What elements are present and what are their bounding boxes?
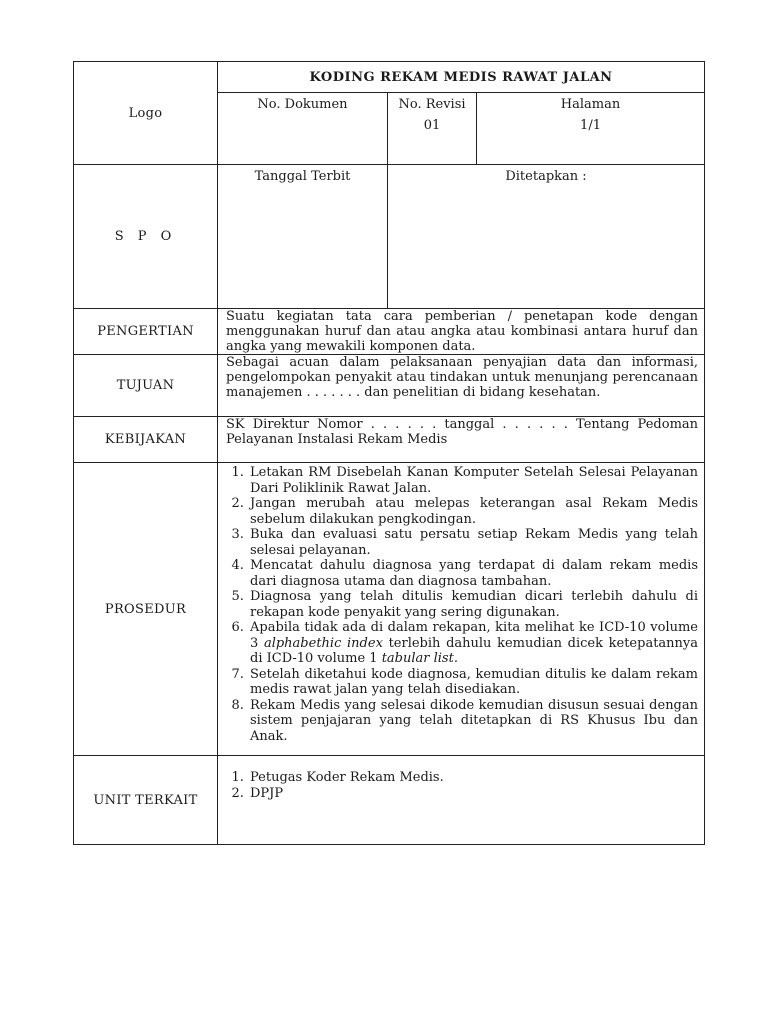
ditetapkan-cell [388,165,705,309]
prosedur-list [218,465,698,744]
halaman-label: Halaman [560,97,621,112]
unit-item: 1. Petugas Koder Rekam Medis. [248,770,698,786]
tanggal-terbit-label: Tanggal Terbit [254,169,351,184]
prosedur-cell [218,463,705,756]
pengertian-label: PENGERTIAN [74,309,218,355]
tujuan-text: Sebagai acuan dalam pelaksanaan penyajian data dan informasi, pengelompokan penyakit atau tindakan untuk menunjang perencanaan manajemen . . . . . . . dan penelitian di bidang kesehatan. [218,355,705,417]
tanggal-terbit-cell [218,165,388,309]
tujuan-label: TUJUAN [74,355,218,417]
unit-item: 2. DPJP [248,786,698,802]
step6-text-a: Apabila tidak ada di dalam rekapan, kita melihat ke ICD-10 volume 3 [250,620,699,651]
prosedur-step: 1. Letakan RM Disebelah Kanan Komputer Setelah Selesai Pelayanan Dari Poliklinik Rawat Jalan. [248,465,698,496]
no-dokumen-cell [218,93,388,165]
prosedur-step: 8. Rekam Medis yang selesai dikode kemudian disusun sesuai dengan sistem penjajaran yang telah ditetapkan di RS Khusus Ibu dan Anak. [248,698,698,745]
kebijakan-label: KEBIJAKAN [74,417,218,463]
spo-document [73,61,704,843]
step6-italic-b: alphabethic index [263,635,383,651]
step6-italic-d: tabular list. [381,651,458,666]
ditetapkan-label: Ditetapkan : [505,169,587,184]
spo-table [73,61,705,845]
halaman-value: 1/1 [580,118,601,133]
prosedur-step: 7. Setelah diketahui kode diagnosa, kemudian ditulis ke dalam rekam medis rawat jalan yang telah disediakan. [248,667,698,698]
no-revisi-value: 01 [423,118,441,133]
no-revisi-cell [388,93,477,165]
halaman-cell [477,93,705,165]
unit-terkait-label: UNIT TERKAIT [74,756,218,845]
pengertian-text: Suatu kegiatan tata cara pemberian / penetapan kode dengan menggunakan huruf dan atau angka atau kombinasi antara huruf dan angka yang mewakili komponen data. [218,309,705,355]
prosedur-step: 2. Jangan merubah atau melepas keterangan asal Rekam Medis sebelum dilakukan pengkodingan. [248,496,698,527]
prosedur-step [248,620,698,667]
prosedur-step: 5. Diagnosa yang telah ditulis kemudian dicari terlebih dahulu di rekapan kode penyakit yang sering digunakan. [248,589,698,620]
document-title: KODING REKAM MEDIS RAWAT JALAN [218,62,705,93]
prosedur-step: 4. Mencatat dahulu diagnosa yang terdapat di dalam rekam medis dari diagnosa utama dan diagnosa tambahan. [248,558,698,589]
kebijakan-text: SK Direktur Nomor . . . . . . tanggal . . . . . . Tentang Pedoman Pelayanan Instalasi Rekam Medis [218,417,705,463]
prosedur-step: 3. Buka dan evaluasi satu persatu setiap Rekam Medis yang telah selesai pelayanan. [248,527,698,558]
unit-terkait-cell [218,756,705,845]
spo-label: S P O [74,165,218,309]
no-dokumen-label: No. Dokumen [257,97,348,112]
no-revisi-label: No. Revisi [398,97,466,112]
prosedur-label: PROSEDUR [74,463,218,756]
unit-terkait-list [218,770,698,801]
logo-placeholder: Logo [128,105,163,121]
logo-cell [74,62,218,165]
step6-text-c: terlebih dahulu kemudian dicek ketepatannya di ICD-10 volume 1 [250,635,699,666]
